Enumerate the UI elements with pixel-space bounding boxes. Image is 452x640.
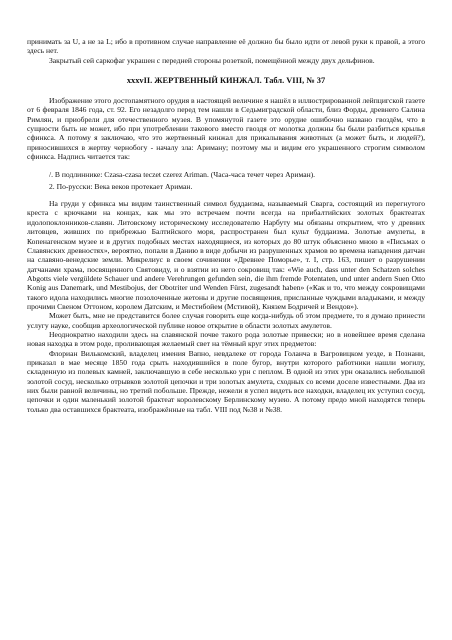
paragraph-continuation: принимать за U, а не за L; ибо в противном случае направление её должно бы было идти от левой руки к правой, а этого здесь нет. xyxy=(27,37,425,56)
paragraph-sarcophagus: Закрытый сей саркофаг украшен с передней стороны розеткой, помещённой между двух дельфинов. xyxy=(49,55,375,65)
inscription-notes xyxy=(49,170,425,191)
paragraph-intro: Изображение этого достопамятного орудия в настоящей величине я нашёл в иллюстрированной лейпцигской газете от 6 февраля 1846 года, ст. 92. Его незадолго перед тем нашли в Седьмиградской области, близ Форды, древнего Салина Римлян, и приобрели для отечественного музея. В упомянутой газете это орудие ошибочно названо гвоздём, что в сущности быть не может, ибо при употреблении такового вместо гвоздя от молотка должны бы были разбиться крылья сфинкса. А потому я заключаю, что это жертвенный кинжал для прикалывания животных (а может быть, и людей?), приносившихся в жертву чернобогу - началу зла: Ариману; поэтому мы и видим его украшенного строгим символом сфинкса. Надпись читается так: xyxy=(27,96,425,162)
paragraph-svarga: На груди у сфинкса мы видим таинственный символ буддаизма, называемый Сварга, состоящий из перегнутого креста с крючками на концах, как мы это встречаем почти всегда на прибалтийских золотых брактеатах идолопоклонников-славян. Литовскому историческому исследователю Нарбуту мы обязаны открытием, что у древних литовцев, живших по прибрежью Балтийского моря, распространен был культ буддаизма. Золотые амулеты, в Копенагенском музее и в других подобных местах находящиеся, из которых до 80 штук объяснено мною в «Письмах о Славянских древностях», вероятно, попали в Данию в виде добычи из разрушенных храмов во времена нападения датчан на славяно-венедские земли. Микрелиус в своем сочинении «Древнее Поморье», т. I, стр. 163, пишет о разрушении датчанами храма, посвященного Святовиду, и о взятии из него сокровищ так: «Wie auch, dass unter den Schatzen solches Abgotts viele vergüldete Schauer und andere Verehrungen gefunden sein, die ihm fremde Potentaten, und unter andern Suen Otto Konig aus Danemark, und Mestibojus, der Obotriter und Wenden Fürst, zugesandt haben» («Как и то, что между сокровищами такого идола находились многие позолоченные жетоны и другие посвящения, присланные чуждыми владыками, и между прочими Свеном Оттоном, королем Датским, и Местибойем (Мстивой), Князем Бодричей и Вендов»). xyxy=(27,199,425,311)
paragraph-amulets: Может быть, мне не представится более случая говорить еще когда-нибудь об этом предмете, то я думаю принести услугу науке, сообщив археологической публике новое открытие в области золотых амулетов. xyxy=(27,311,425,330)
paragraph-wilkomski: Флориан Вилькомский, владелец имения Вапно, невдалеке от города Голанча в Вагровицком уезде, в Познани, приказал в мае месяце 1850 года срыть находившийся в поле бугор, внутри которого работники нашли могилу, складенную из полевых камней, заключавшую в себе несколько урн с пеплом. В одной из этих урн оказались небольшой золотой сосуд, несколько отрывков золотой цепочки и три золотых амулета, сходных со всеми доселе известными. Два из них были равной величины, но третий побольше. Прежде, нежели я успел видеть все находки, владелец их уступил сосуд, цепочки и один маленький золотой брактеат королевскому Берлинскому музею. А потому предо мной находятся теперь только два оставшихся брактеата, изображённые на табл. VIII под №38 и №38. xyxy=(27,348,425,414)
footnote-2: 2. По-русски: Века веков протекает Ариман. xyxy=(49,181,193,191)
section-heading: xxxvII. ЖЕРТВЕННЫЙ КИНЖАЛ. Табл. VIII, № 37 xyxy=(126,76,326,86)
footnote-1: /. В подлиннике: Czasa-czasa teczet czerez Ariman. (Часа-часа течет через Ариман). xyxy=(49,170,316,180)
paragraph-finds: Неоднократно находили здесь на славянской почве такого рода золотые привески; но в новейшее время сделана новая находка в этом роде, проливающая желаемый свет на тёмный круг этих предметов: xyxy=(27,329,425,349)
